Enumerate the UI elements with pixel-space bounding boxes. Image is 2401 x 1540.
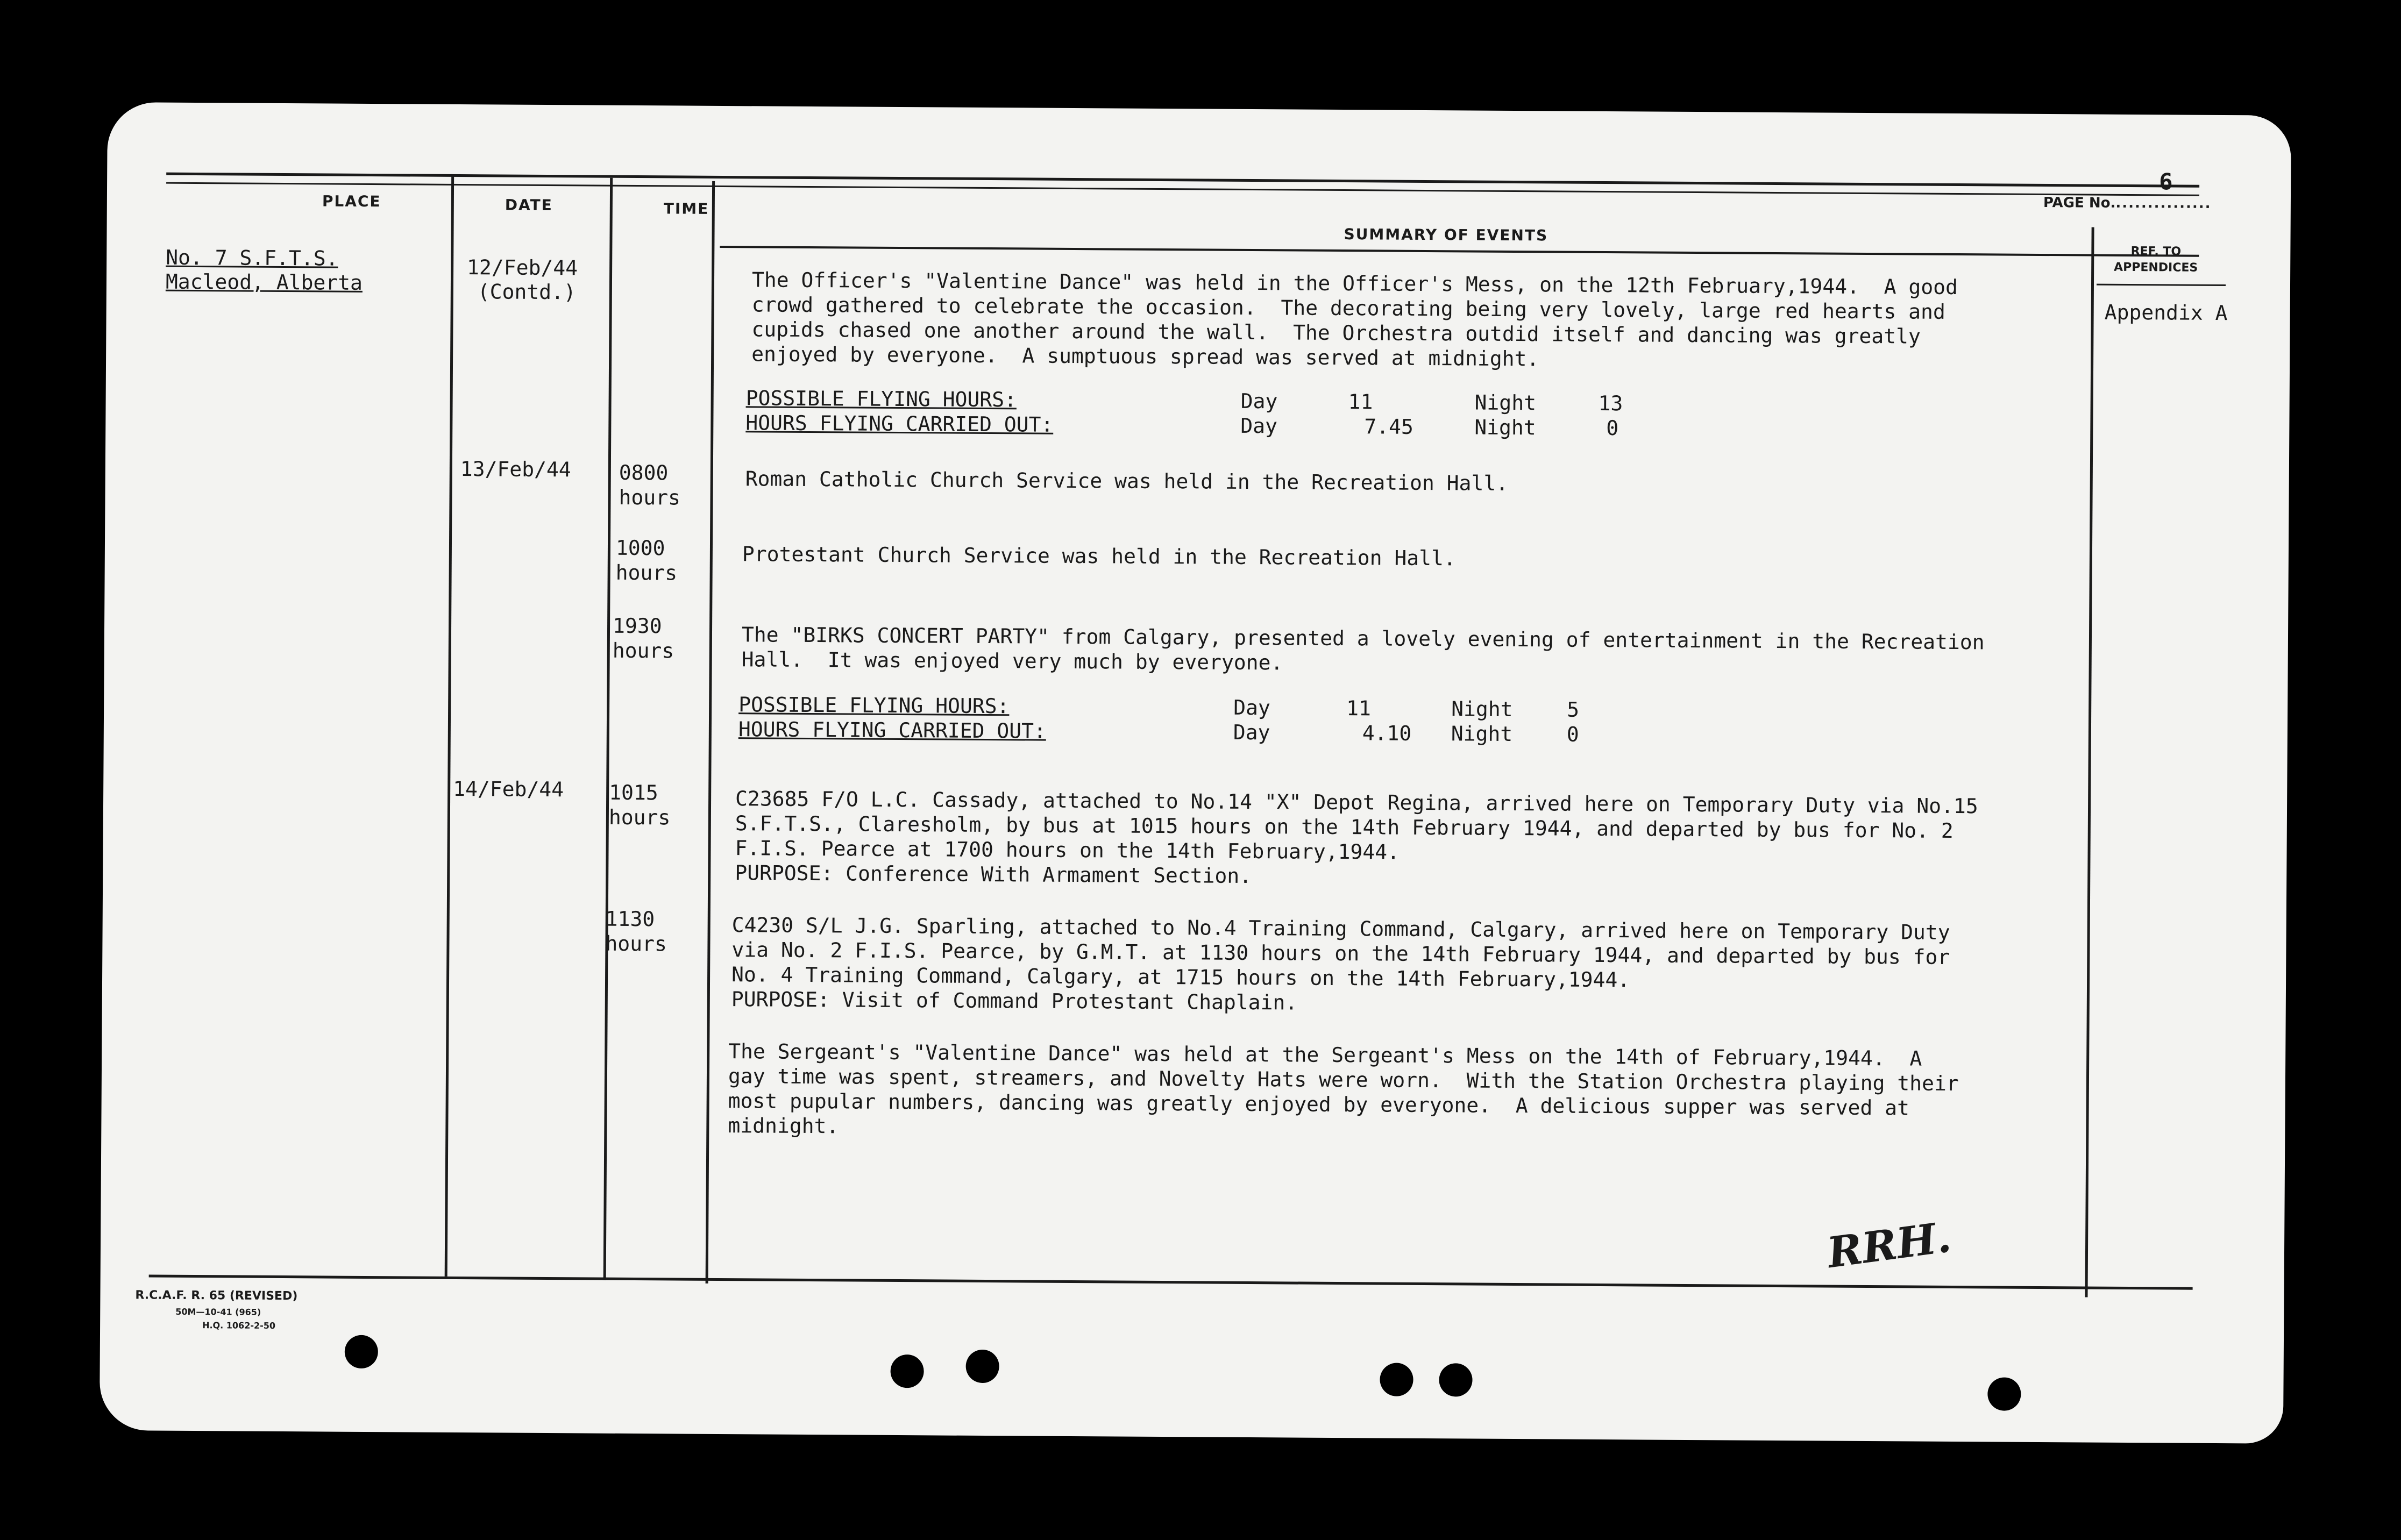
carried-day-hours: 7.45 xyxy=(1364,415,1414,439)
date-13-feb: 13/Feb/44 xyxy=(460,457,571,482)
possible-day-hours: 11 xyxy=(1346,696,1372,721)
header-date: DATE xyxy=(505,196,553,215)
time-1015: 1015 xyxy=(609,780,658,805)
carried-night-hours: 0 xyxy=(1566,722,1579,746)
punch-hole xyxy=(1380,1363,1413,1396)
possible-day-hours: 11 xyxy=(1348,390,1373,414)
entry-line: C23685 F/O L.C. Cassady, attached to No.14 "X" Depot Regina, arrived here on Temporary Duty via No.15 xyxy=(735,787,1978,818)
ref-header-rule xyxy=(2097,284,2226,286)
entry-line: The Officer's "Valentine Dance" was held in the Officer's Mess, on the 12th February,1944. A good xyxy=(751,268,1958,300)
time-hours-label: hours xyxy=(615,560,678,585)
punch-hole xyxy=(890,1354,924,1388)
date-12-feb: 12/Feb/44 xyxy=(467,255,578,280)
time-hours-label: hours xyxy=(608,805,671,830)
place-location: Macleod, Alberta xyxy=(165,269,363,295)
entry-line: PURPOSE: Conference With Armament Section. xyxy=(735,861,1252,888)
date-contd: (Contd.) xyxy=(477,280,577,304)
bottom-rule xyxy=(149,1275,2193,1290)
time-hours-label: hours xyxy=(605,931,667,956)
appendix-reference: Appendix A xyxy=(2104,300,2228,325)
carried-flying-label: HOURS FLYING CARRIED OUT: xyxy=(745,411,1054,437)
night-label: Night xyxy=(1451,697,1513,721)
entry-line: enjoyed by everyone. A sumptuous spread was served at midnight. xyxy=(751,342,1539,371)
print-code: 50M—10-41 (965) xyxy=(175,1306,261,1317)
day-label: Day xyxy=(1233,695,1270,720)
entry-line: cupids chased one another around the wall. The Orchestra outdid itself and dancing was greatly xyxy=(751,317,1921,348)
entry-line: C4230 S/L J.G. Sparling, attached to No.4 Training Command, Calgary, arrived here on Temporary Duty xyxy=(731,913,1950,944)
column-divider-place xyxy=(445,174,454,1277)
time-hours-label: hours xyxy=(619,485,681,510)
header-place: PLACE xyxy=(322,192,381,211)
punch-hole xyxy=(1439,1363,1472,1396)
time-0800: 0800 xyxy=(619,460,669,485)
entry-line: gay time was spent, streamers, and Novelty Hats were worn. With the Station Orchestra playing their xyxy=(728,1064,1959,1096)
entry-line: F.I.S. Pearce at 1700 hours on the 14th February,1944. xyxy=(735,836,1400,864)
entry-line: PURPOSE: Visit of Command Protestant Chaplain. xyxy=(731,987,1298,1015)
entry-birks-line: The "BIRKS CONCERT PARTY" from Calgary, presented a lovely evening of entertainment in the Recreation xyxy=(741,623,1985,654)
header-rule xyxy=(720,246,2199,257)
entry-line: The Sergeant's "Valentine Dance" was held at the Sergeant's Mess on the 14th of February,1944. A xyxy=(728,1039,1922,1071)
time-hours-label: hours xyxy=(612,638,674,663)
column-divider-time xyxy=(706,181,715,1284)
night-label: Night xyxy=(1451,722,1513,746)
possible-flying-label: POSSIBLE FLYING HOURS: xyxy=(738,693,1010,718)
night-label: Night xyxy=(1474,415,1536,440)
header-time: TIME xyxy=(663,199,709,218)
header-ref-appendices: REF. TO APPENDICES xyxy=(2114,244,2198,275)
diary-form-card xyxy=(100,102,2291,1444)
entry-birks-line: Hall. It was enjoyed very much by everyone. xyxy=(741,647,1283,675)
day-label: Day xyxy=(1240,389,1278,413)
possible-flying-label: POSSIBLE FLYING HOURS: xyxy=(745,386,1017,412)
punch-hole xyxy=(1987,1377,2021,1410)
entry-line: crowd gathered to celebrate the occasion. The decorating being very lovely, large red hearts and xyxy=(751,293,1945,324)
time-1130: 1130 xyxy=(605,907,655,931)
hq-code: H.Q. 1062-2-50 xyxy=(202,1320,276,1331)
page-number-field: PAGE No................ xyxy=(2043,194,2212,212)
column-divider-ref xyxy=(2085,227,2094,1297)
page-number-value: 6 xyxy=(2159,168,2173,195)
carried-night-hours: 0 xyxy=(1606,416,1619,440)
possible-night-hours: 13 xyxy=(1598,391,1623,416)
entry-line: midnight. xyxy=(728,1114,839,1138)
possible-night-hours: 5 xyxy=(1567,697,1580,722)
form-id: R.C.A.F. R. 65 (REVISED) xyxy=(135,1288,298,1303)
night-label: Night xyxy=(1474,390,1537,415)
entry-line: via No. 2 F.I.S. Pearce, by G.M.T. at 1130 hours on the 14th February 1944, and departed by bus for xyxy=(731,938,1950,969)
header-summary: SUMMARY OF EVENTS xyxy=(1344,225,1548,245)
entry-line: most pupular numbers, dancing was greatly enjoyed by everyone. A delicious supper was served at xyxy=(728,1089,1910,1120)
punch-hole xyxy=(345,1335,378,1368)
day-label: Day xyxy=(1240,413,1278,438)
page-no-label: PAGE No. xyxy=(2043,194,2116,211)
time-1000: 1000 xyxy=(615,536,665,560)
place-unit: No. 7 S.F.T.S. xyxy=(166,245,338,270)
punch-hole xyxy=(965,1350,999,1383)
carried-flying-label: HOURS FLYING CARRIED OUT: xyxy=(738,717,1046,743)
entry-rc-service: Roman Catholic Church Service was held in the Recreation Hall. xyxy=(745,467,1509,495)
entry-line: No. 4 Training Command, Calgary, at 1715 hours on the 14th February,1944. xyxy=(731,962,1630,992)
time-1930: 1930 xyxy=(612,614,662,638)
carried-day-hours: 4.10 xyxy=(1362,721,1412,745)
day-label: Day xyxy=(1233,720,1270,745)
date-14-feb: 14/Feb/44 xyxy=(453,776,564,802)
handwritten-initials: RRH. xyxy=(1824,1213,1954,1278)
entry-line: S.F.T.S., Claresholm, by bus at 1015 hours on the 14th February 1944, and departed by bus for No. 2 xyxy=(735,811,1954,843)
column-divider-date xyxy=(603,178,613,1280)
entry-protestant-service: Protestant Church Service was held in the Recreation Hall. xyxy=(742,542,1456,571)
